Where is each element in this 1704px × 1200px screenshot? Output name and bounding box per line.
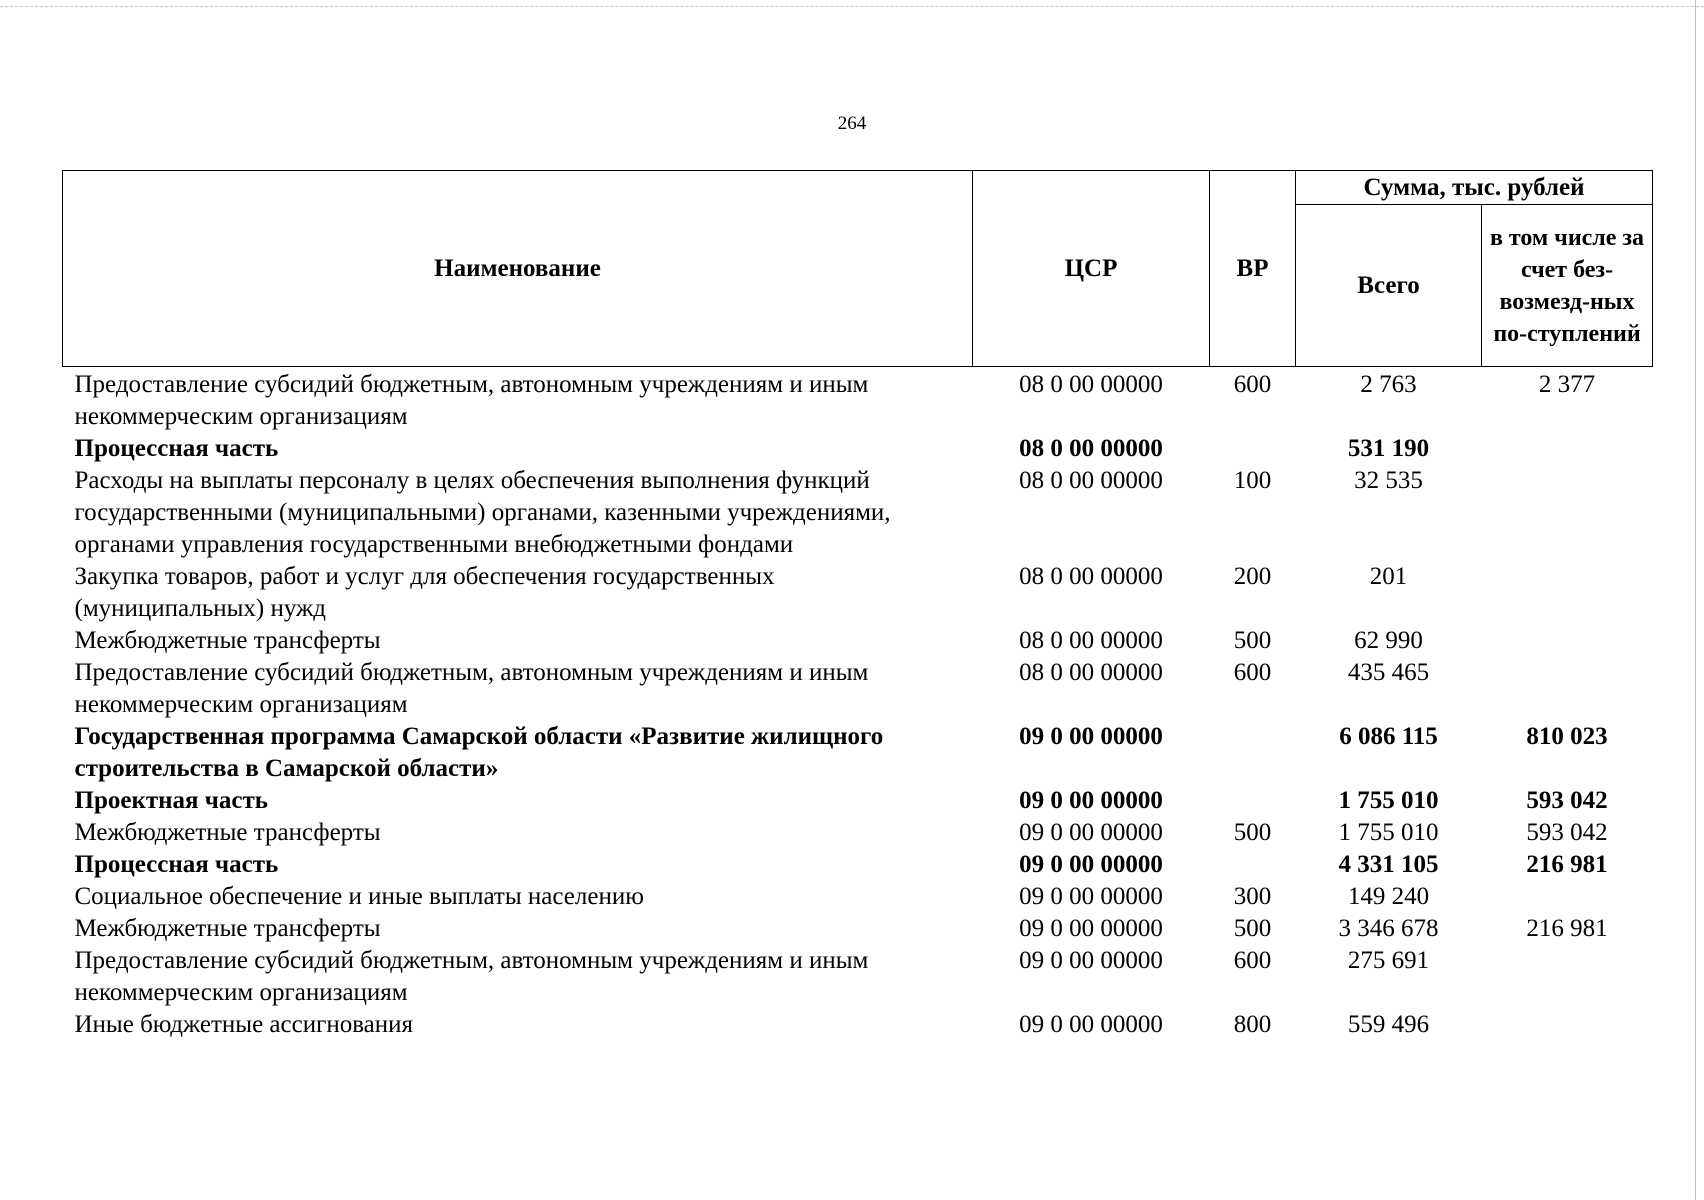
row-donated [1482,1009,1653,1041]
row-name: Иные бюджетные ассигнования [74,1011,414,1038]
table-row [63,561,1653,625]
header-sum-group: Сумма, тыс. рублей [1296,171,1653,205]
row-donated [1482,625,1653,657]
row-csr: 09 0 00 00000 [1019,723,1163,750]
row-total: 201 [1369,563,1408,590]
row-vr: 300 [1233,883,1272,910]
row-csr: 09 0 00 00000 [1019,883,1163,910]
row-csr: 08 0 00 00000 [1019,371,1163,398]
row-csr: 08 0 00 00000 [1019,563,1163,590]
row-name: Предоставление субсидий бюджетным, автономным учреждениям и иным некоммерческим организациям [74,947,869,1006]
header-donated: в том числе за счет без-возмезд-ных по-ступлений [1482,205,1653,367]
row-name: Процессная часть [74,851,279,878]
row-vr [1210,721,1296,785]
row-donated [1482,881,1653,913]
row-name: Межбюджетные трансферты [74,627,381,654]
row-csr: 09 0 00 00000 [1019,851,1163,878]
row-vr: 500 [1233,627,1272,654]
row-name: Межбюджетные трансферты [74,819,381,846]
row-total: 62 990 [1354,627,1423,654]
row-vr [1210,849,1296,881]
row-total: 1 755 010 [1338,819,1439,846]
row-donated: 593 042 [1526,787,1608,814]
row-vr: 600 [1233,947,1272,974]
row-total: 559 496 [1347,1011,1430,1038]
row-donated: 593 042 [1526,819,1608,846]
row-vr [1210,785,1296,817]
table-row [63,785,1653,817]
header-vr: ВР [1210,171,1296,367]
row-name: Предоставление субсидий бюджетным, автономным учреждениям и иным некоммерческим организациям [74,659,869,718]
row-vr [1210,433,1296,465]
row-total: 3 346 678 [1338,915,1439,942]
row-total: 1 755 010 [1338,787,1439,814]
row-total: 435 465 [1347,659,1430,686]
row-vr: 200 [1233,563,1272,590]
budget-table [62,170,1653,1041]
row-csr: 09 0 00 00000 [1019,915,1163,942]
row-total: 2 763 [1360,371,1417,398]
scan-edge-right [1695,0,1696,1200]
row-vr: 800 [1233,1011,1272,1038]
row-name: Межбюджетные трансферты [74,915,381,942]
row-vr: 100 [1233,467,1272,494]
row-total: 275 691 [1347,947,1430,974]
row-vr: 500 [1233,915,1272,942]
table-row [63,721,1653,785]
scan-edge-top [0,6,1704,7]
row-csr: 09 0 00 00000 [1019,787,1163,814]
row-donated [1482,465,1653,561]
row-csr: 09 0 00 00000 [1019,1011,1163,1038]
table-row [63,913,1653,945]
row-csr: 09 0 00 00000 [1019,947,1163,974]
row-donated: 216 981 [1526,915,1608,942]
table-row [63,367,1653,434]
row-vr: 600 [1233,371,1272,398]
table-row [63,945,1653,1009]
row-csr: 08 0 00 00000 [1019,435,1163,462]
row-name: Государственная программа Самарской области «Развитие жилищного строительства в Самарской области» [74,723,884,782]
table-body [63,367,1653,1042]
row-donated [1482,945,1653,1009]
header-total: Всего [1296,205,1482,367]
header-name: Наименование [63,171,973,367]
row-donated [1482,433,1653,465]
row-name: Социальное обеспечение и иные выплаты населению [74,883,644,910]
row-vr: 600 [1233,659,1272,686]
row-vr: 500 [1233,819,1272,846]
row-donated: 2 377 [1538,371,1596,398]
row-donated: 216 981 [1526,851,1608,878]
table-row [63,465,1653,561]
row-name: Расходы на выплаты персоналу в целях обеспечения выполнения функций государственными (муниципальными) органами, казенными учреждениями, органами управления государственными внебюджетными фондами [74,467,891,558]
table-row [63,817,1653,849]
row-csr: 08 0 00 00000 [1019,659,1163,686]
row-total: 6 086 115 [1339,723,1438,750]
table-header [63,171,1653,367]
row-csr: 09 0 00 00000 [1019,819,1163,846]
table-row [63,1009,1653,1041]
table-row [63,625,1653,657]
table-row [63,433,1653,465]
row-name: Проектная часть [74,787,269,814]
page-number: 264 [837,113,867,134]
row-total: 4 331 105 [1338,851,1439,878]
header-csr: ЦСР [973,171,1210,367]
table-row [63,849,1653,881]
row-donated [1482,561,1653,625]
row-total: 32 535 [1354,467,1423,494]
table-row [63,881,1653,913]
row-donated [1482,657,1653,721]
row-name: Закупка товаров, работ и услуг для обеспечения государственных (муниципальных) нужд [74,563,775,622]
row-name: Процессная часть [74,435,279,462]
row-name: Предоставление субсидий бюджетным, автономным учреждениям и иным некоммерческим организациям [74,371,869,430]
row-total: 531 190 [1347,435,1430,462]
row-csr: 08 0 00 00000 [1019,627,1163,654]
row-total: 149 240 [1347,883,1430,910]
table-row [63,657,1653,721]
row-csr: 08 0 00 00000 [1019,467,1163,494]
row-donated: 810 023 [1526,723,1608,750]
